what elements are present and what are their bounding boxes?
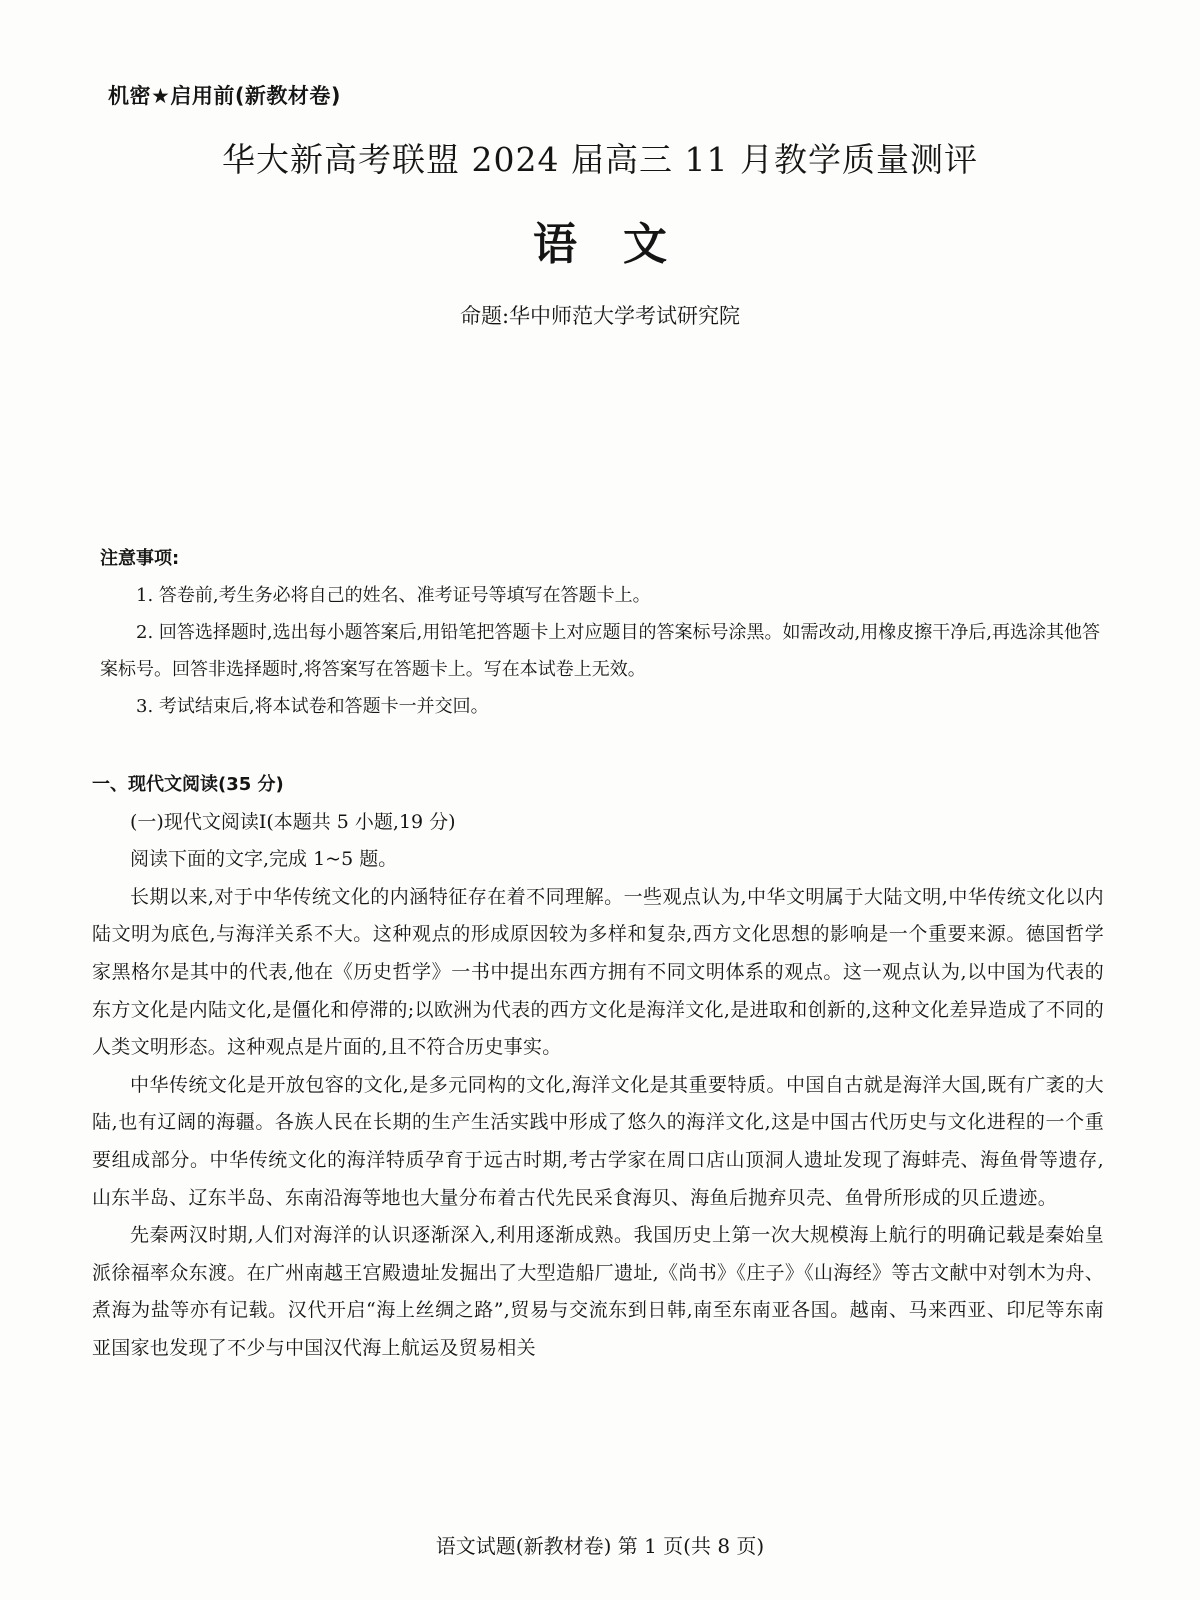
section-subheading: (一)现代文阅读Ⅰ(本题共 5 小题,19 分) xyxy=(130,810,456,833)
confidential-label: 机密★启用前(新教材卷) xyxy=(108,84,342,108)
notice-title: 注意事项: xyxy=(100,548,180,569)
notice-item: 3. 考试结束后,将本试卷和答题卡一并交回。 xyxy=(136,696,489,717)
notice-item: 1. 答卷前,考生务必将自己的姓名、准考证号等填写在答题卡上。 xyxy=(136,585,651,606)
exam-title: 华大新高考联盟 2024 届高三 11 月教学质量测评 xyxy=(222,140,978,179)
page-footer: 语文试题(新教材卷) 第 1 页(共 8 页) xyxy=(435,1534,765,1558)
subject-title: 语文 xyxy=(533,219,713,270)
notice-block xyxy=(100,540,1100,725)
notice-item: 2. 回答选择题时,选出每小题答案后,用铅笔把答题卡上对应题目的答案标号涂黑。如需改动,用橡皮擦干净后,再选涂其他答案标号。回答非选择题时,将答案写在答题卡上。写在本试卷上无效。 xyxy=(100,622,1100,680)
section-heading: 一、现代文阅读(35 分) xyxy=(92,774,284,795)
section-instruction: 阅读下面的文字,完成 1~5 题。 xyxy=(130,848,398,871)
reading-section xyxy=(92,766,1104,1368)
passage-paragraph: 长期以来,对于中华传统文化的内涵特征存在着不同理解。一些观点认为,中华文明属于大陆文明,中华传统文化以内陆文明为底色,与海洋关系不大。这种观点的形成原因较为多样和复杂,西方文化思想的影响是一个重要来源。德国哲学家黑格尔是其中的代表,他在《历史哲学》一书中提出东西方拥有不同文明体系的观点。这一观点认为,以中国为代表的东方文化是内陆文化,是僵化和停滞的;以欧洲为代表的西方文化是海洋文化,是进取和创新的,这种文化差异造成了不同的人类文明形态。这种观点是片面的,且不符合历史事实。 xyxy=(92,885,1104,1059)
passage-paragraph: 先秦两汉时期,人们对海洋的认识逐渐深入,利用逐渐成熟。我国历史上第一次大规模海上航行的明确记载是秦始皇派徐福率众东渡。在广州南越王宫殿遗址发掘出了大型造船厂遗址,《尚书》《庄子》《山海经》等古文献中对刳木为舟、煮海为盐等亦有记载。汉代开启“海上丝绸之路”,贸易与交流东到日韩,南至东南亚各国。越南、马来西亚、印尼等东南亚国家也发现了不少与中国汉代海上航运及贸易相关 xyxy=(92,1224,1104,1359)
passage-paragraph: 中华传统文化是开放包容的文化,是多元同构的文化,海洋文化是其重要特质。中国自古就是海洋大国,既有广袤的大陆,也有辽阔的海疆。各族人民在长期的生产生活实践中形成了悠久的海洋文化,这是中国古代历史与文化进程的一个重要组成部分。中华传统文化的海洋特质孕育于远古时期,考古学家在周口店山顶洞人遗址发现了海蚌壳、海鱼骨等遗存,山东半岛、辽东半岛、东南沿海等地也大量分布着古代先民采食海贝、海鱼后抛弃贝壳、鱼骨所形成的贝丘遗迹。 xyxy=(92,1073,1104,1209)
author-line: 命题:华中师范大学考试研究院 xyxy=(459,304,741,328)
